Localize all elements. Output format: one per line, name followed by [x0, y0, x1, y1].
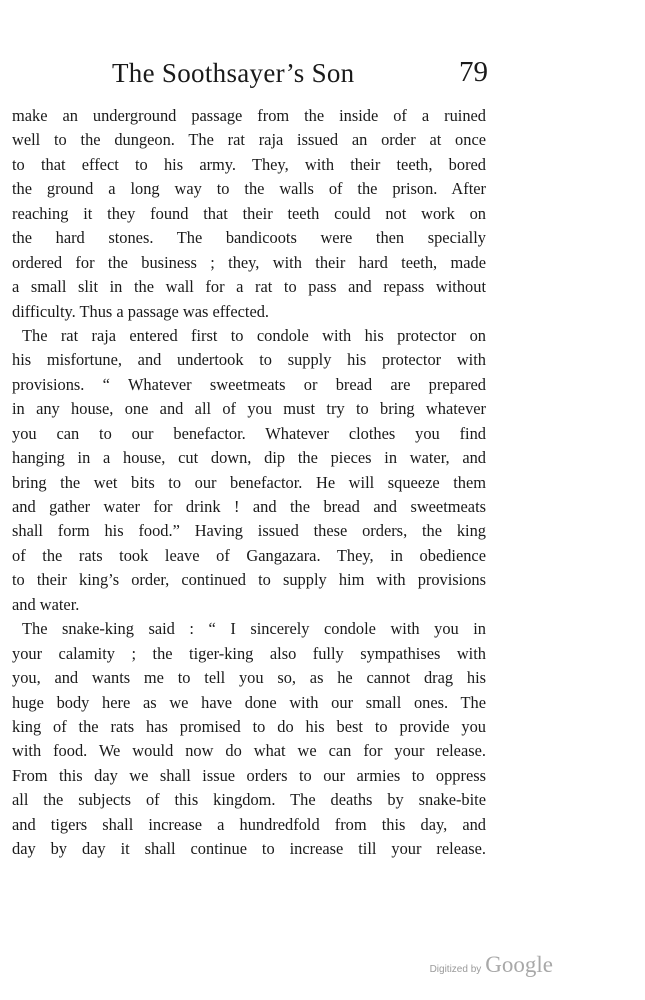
running-head	[98, 58, 488, 98]
watermark-prefix: Digitized by	[429, 964, 482, 975]
text-line: of the rats took leave of Gangazara. They, in obedience	[12, 545, 486, 565]
google-logo: Google	[485, 952, 553, 977]
text-line: and water.	[12, 594, 80, 614]
running-title: The Soothsayer’s Son	[112, 58, 355, 88]
text-line: his misfortune, and undertook to supply his protector with	[12, 350, 486, 370]
page-number: 79	[459, 56, 488, 88]
text-line: ordered for the business ; they, with their hard teeth, made	[12, 252, 486, 272]
text-line: day by day it shall continue to increase till your release.	[12, 839, 486, 859]
text-line: to their king’s order, continued to supply him with provisions	[12, 570, 486, 590]
text-line: bring the wet bits to our benefactor. He will squeeze them	[12, 472, 486, 492]
text-line: difficulty. Thus a passage was effected.	[12, 301, 270, 321]
digitized-by-google-watermark	[430, 952, 553, 978]
text-line: in any house, one and all of you must try to bring whatever	[12, 399, 486, 419]
text-line: From this day we shall issue orders to our armies to oppress	[12, 765, 486, 785]
text-line: you, and wants me to tell you so, as he cannot drag his	[12, 668, 486, 688]
text-line: the ground a long way to the walls of the prison. After	[12, 179, 486, 199]
text-line: king of the rats has promised to do his best to provide you	[12, 716, 486, 736]
text-line: and tigers shall increase a hundredfold from this day, and	[12, 814, 486, 834]
text-line: reaching it they found that their teeth could not work on	[12, 203, 486, 223]
text-line: make an underground passage from the inside of a ruined	[12, 106, 486, 125]
text-line: the hard stones. The bandicoots were then specially	[12, 228, 486, 248]
text-line: all the subjects of this kingdom. The deaths by snake-bite	[12, 790, 486, 810]
text-line: with food. We would now do what we can for your release.	[12, 741, 486, 761]
text-line: The snake-king said : “ I sincerely condole with you in	[22, 619, 486, 639]
text-line: huge body here as we have done with our small ones. The	[12, 692, 486, 712]
text-line: well to the dungeon. The rat raja issued an order at once	[12, 130, 486, 150]
body-text	[12, 104, 486, 862]
text-line: hanging in a house, cut down, dip the pieces in water, and	[12, 448, 486, 468]
text-line: The rat raja entered first to condole with his protector on	[22, 325, 486, 345]
text-line: shall form his food.” Having issued these orders, the king	[12, 521, 486, 541]
text-line: provisions. “ Whatever sweetmeats or bread are prepared	[12, 374, 486, 394]
text-line: to that effect to his army. They, with their teeth, bored	[12, 154, 486, 174]
text-line: and gather water for drink ! and the bread and sweetmeats	[12, 497, 486, 516]
text-line: you can to our benefactor. Whatever clothes you find	[12, 423, 486, 443]
text-line: your calamity ; the tiger-king also fully sympathises with	[12, 643, 486, 663]
text-line: a small slit in the wall for a rat to pass and repass without	[12, 277, 486, 297]
